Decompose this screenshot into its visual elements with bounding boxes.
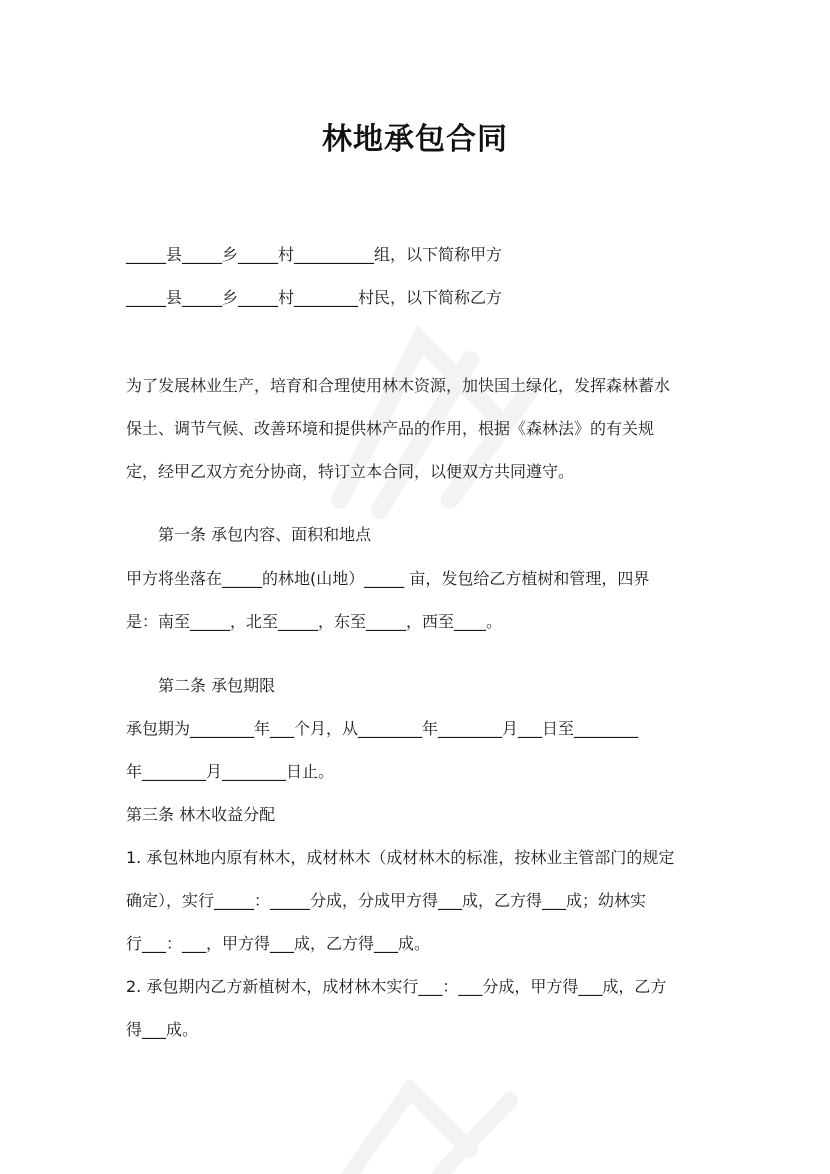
preamble-line-3: 定，经甲乙双方充分协商，特订立本合同，以便双方共同遵守。 xyxy=(126,462,575,481)
article1-line-1: 甲方将坐落在_____的林地(山地）_____ 亩，发包给乙方植树和管理，四界 xyxy=(126,569,650,588)
article3-line-2: 确定），实行_____：_____分成，分成甲方得___成，乙方得___成；幼林实 xyxy=(126,891,647,910)
article3-heading: 第三条 林木收益分配 xyxy=(126,805,276,824)
article2-heading: 第二条 承包期限 xyxy=(158,676,276,695)
article2-line-1: 承包期为________年___个月，从________年________月___日至________ xyxy=(126,719,639,738)
preamble-line-1: 为了发展林业生产，培育和合理使用林木资源，加快国土绿化，发挥森林蓄水 xyxy=(126,376,671,395)
watermark-shape-bottom xyxy=(330,1080,530,1174)
article3-line-5: 得___成。 xyxy=(126,1020,199,1039)
article1-heading: 第一条 承包内容、面积和地点 xyxy=(158,525,372,544)
party-a-line: _____县_____乡_____村__________组，以下简称甲方 xyxy=(126,245,503,264)
party-b-line: _____县_____乡_____村________村民，以下简称乙方 xyxy=(126,288,503,307)
page-title: 林地承包合同 xyxy=(322,122,508,157)
preamble-line-2: 保土、调节气候、改善环境和提供林产品的作用，根据《森林法》的有关规 xyxy=(126,419,655,438)
article1-line-2: 是：南至_____，北至_____，东至_____，西至____。 xyxy=(126,612,503,631)
article3-line-1: 1. 承包林地内原有林木，成材林木（成材林木的标准，按林业主管部门的规定 xyxy=(126,848,675,867)
article3-line-4: 2. 承包期内乙方新植树木，成材林木实行___：___分成，甲方得___成，乙方 xyxy=(126,977,667,996)
article3-line-3: 行___：___，甲方得___成，乙方得___成。 xyxy=(126,934,431,953)
watermark-bottom xyxy=(330,1080,530,1174)
article2-line-2: 年________月________日止。 xyxy=(126,762,335,781)
